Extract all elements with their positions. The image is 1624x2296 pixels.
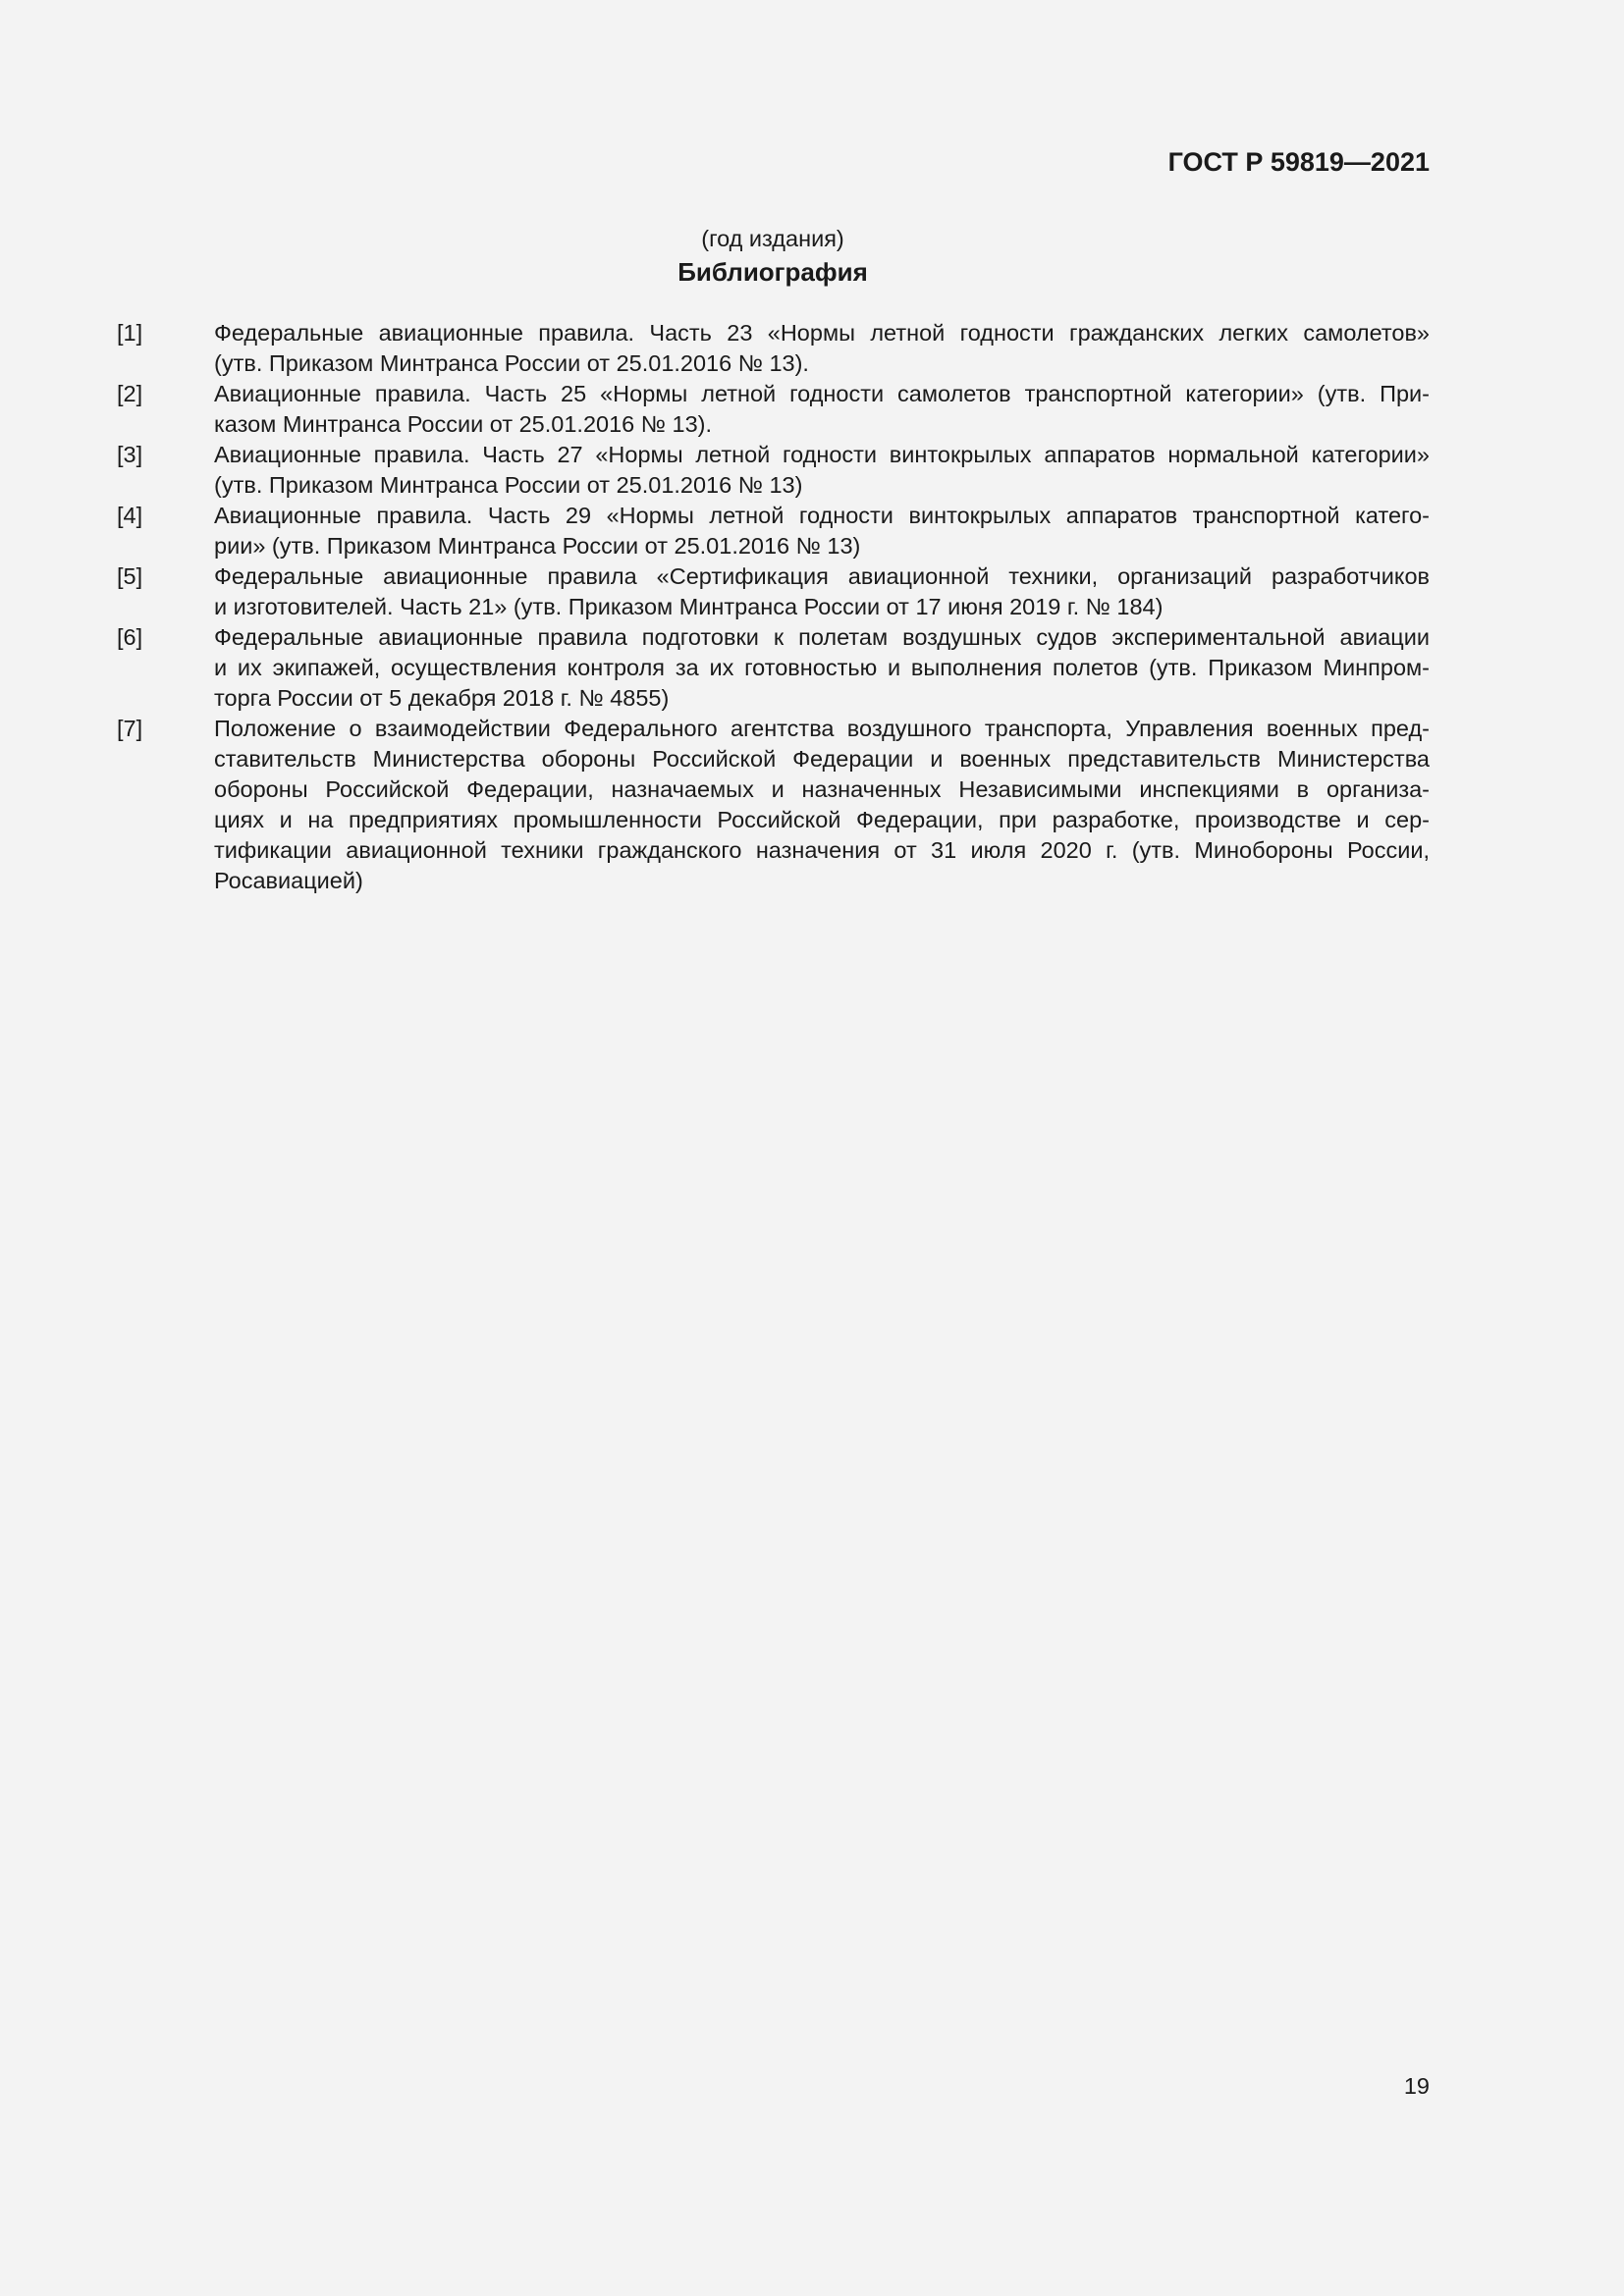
entry-text-line: Росавиацией)	[214, 868, 363, 893]
bibliography-entry	[117, 622, 1430, 714]
entry-number: [6]	[117, 624, 143, 650]
entry-text-line: тификации авиационной техники гражданского назначения от 31 июля 2020 г. (утв. Минобороны России,	[214, 837, 1430, 863]
entry-text-line: Федеральные авиационные правила «Сертификация авиационной техники, организаций разработчиков	[214, 563, 1430, 589]
entry-text	[214, 318, 1430, 379]
section-title: Библиография	[677, 257, 868, 287]
entry-text-line: (утв. Приказом Минтранса России от 25.01.2016 № 13).	[214, 350, 809, 376]
entry-number: [3]	[117, 442, 143, 467]
entry-text-line: и изготовителей. Часть 21» (утв. Приказом Минтранса России от 17 июня 2019 г. № 184)	[214, 594, 1164, 619]
entry-number: [5]	[117, 563, 143, 589]
entry-text-line: Авиационные правила. Часть 27 «Нормы летной годности винтокрылых аппаратов нормальной категории»	[214, 442, 1430, 467]
entry-text-line: торга России от 5 декабря 2018 г. № 4855)	[214, 685, 670, 711]
bibliography-entry	[117, 379, 1430, 440]
entry-text	[214, 714, 1430, 896]
entry-text	[214, 561, 1430, 622]
bibliography-entry	[117, 318, 1430, 379]
publication-year-note: (год издания)	[701, 226, 844, 251]
entry-text-line: циях и на предприятиях промышленности Российской Федерации, при разработке, производстве и сер-	[214, 807, 1430, 832]
entry-text-line: рии» (утв. Приказом Минтранса России от 25.01.2016 № 13)	[214, 533, 861, 559]
entry-text-line: Положение о взаимодействии Федерального агентства воздушного транспорта, Управления военных пред-	[214, 716, 1430, 741]
bibliography-entry	[117, 440, 1430, 501]
entry-text	[214, 379, 1430, 440]
entry-text	[214, 501, 1430, 561]
entry-text-line: казом Минтранса России от 25.01.2016 № 13).	[214, 411, 712, 437]
bibliography-list	[117, 318, 1430, 896]
entry-number: [4]	[117, 503, 143, 528]
bibliography-entry	[117, 501, 1430, 561]
entry-text-line: Федеральные авиационные правила подготовки к полетам воздушных судов экспериментальной авиации	[214, 624, 1430, 650]
entry-text-line: ставительств Министерства обороны Российской Федерации и военных представительств Министерства	[214, 746, 1430, 772]
bibliography-entry	[117, 561, 1430, 622]
entry-number: [1]	[117, 320, 143, 346]
entry-number: [2]	[117, 381, 143, 406]
entry-number: [7]	[117, 716, 143, 741]
entry-text-line: Федеральные авиационные правила. Часть 23 «Нормы летной годности гражданских легких самолетов»	[214, 320, 1430, 346]
entry-text	[214, 622, 1430, 714]
entry-text	[214, 440, 1430, 501]
entry-text-line: обороны Российской Федерации, назначаемых и назначенных Независимыми инспекциями в организа-	[214, 776, 1430, 802]
page-number: 19	[1403, 2073, 1430, 2099]
entry-text-line: и их экипажей, осуществления контроля за их готовностью и выполнения полетов (утв. Приказом Минпром-	[214, 655, 1430, 680]
bibliography-entry	[117, 714, 1430, 896]
entry-text-line: (утв. Приказом Минтранса России от 25.01.2016 № 13)	[214, 472, 803, 498]
entry-text-line: Авиационные правила. Часть 29 «Нормы летной годности винтокрылых аппаратов транспортной катего-	[214, 503, 1430, 528]
document-id-header: ГОСТ Р 59819—2021	[1167, 147, 1430, 177]
entry-text-line: Авиационные правила. Часть 25 «Нормы летной годности самолетов транспортной категории» (утв. При-	[214, 381, 1430, 406]
